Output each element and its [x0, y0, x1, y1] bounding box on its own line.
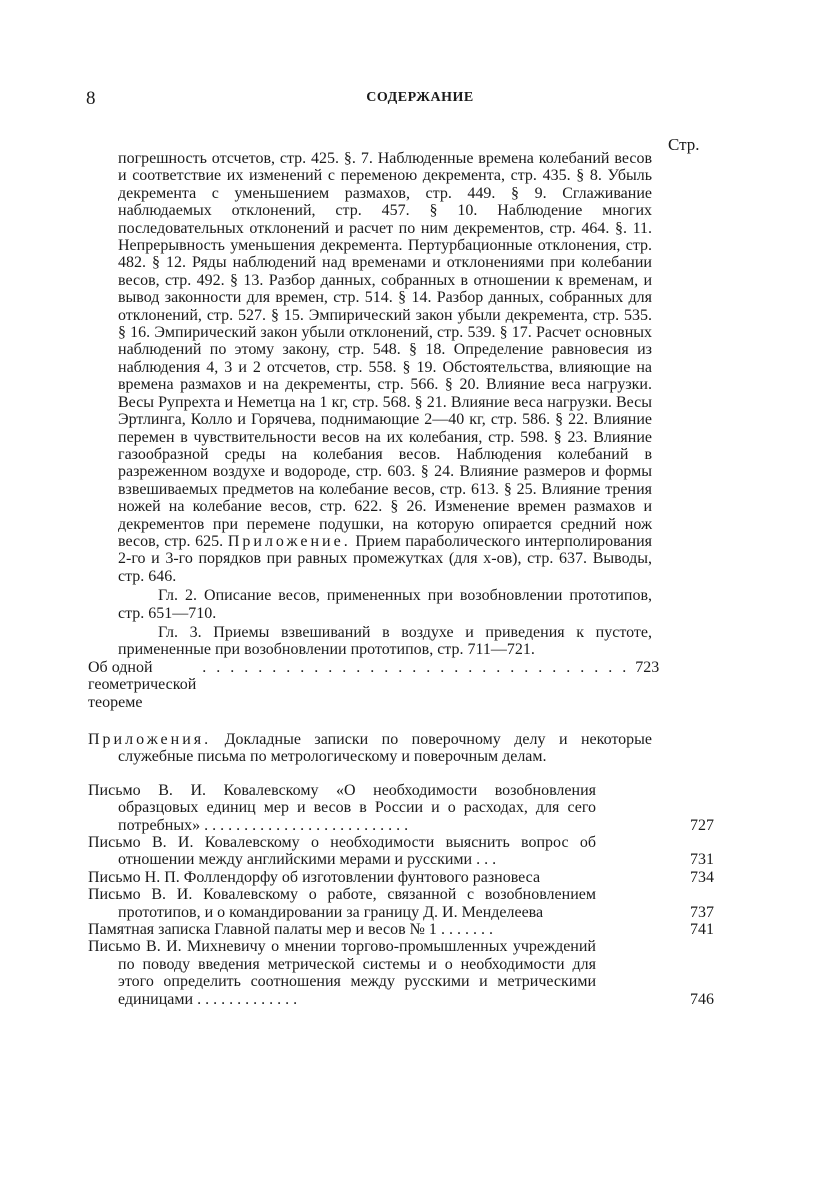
toc-entry-title: Письмо В. И. Михневичу о мнении торгово-промышленных учреждений по поводу введения метрической системы и о необходимости для этого определить соотношения между русскими и метрическими единицами [88, 938, 596, 1008]
toc-entry-title: Памятная записка Главной палаты мер и весов № 1 [88, 921, 437, 939]
applications-section [88, 731, 652, 766]
toc-entry-page: 731 [690, 851, 714, 869]
toc-entry-page: 746 [690, 990, 714, 1008]
toc-entry-letter[interactable] [88, 834, 714, 869]
toc-entry-title: Письмо В. И. Ковалевскому о необходимости выяснить вопрос об отношении между английскими мерами и русскими [88, 834, 596, 869]
toc-entry-letter[interactable] [88, 868, 714, 886]
chapter-2-entry: Гл. 2. Описание весов, примененных при возобновлении прототипов, стр. 651—710. [118, 587, 652, 622]
toc-entry-letter[interactable] [88, 938, 714, 1008]
dot-leader: . . . . . . . . . . . . . . . . . . . . . . . . . . [204, 816, 409, 834]
toc-entry-page: 727 [690, 816, 714, 834]
toc-entry-page: 741 [690, 921, 714, 939]
chapter-3-entry: Гл. 3. Приемы взвешиваний в воздухе и приведения к пустоте, примененные при возобновлении прототипов, стр. 711—721. [118, 623, 652, 659]
dot-leader: . . . . . . . . . . . . . . . . . . . . . . . . . . . . . . . [202, 658, 630, 676]
dot-leader: . . . [476, 851, 497, 869]
applications-text: Докладные записки по поверочному делу и некоторые служебные письма по метрологическому и поверочным делам. [118, 731, 653, 766]
appendix-label: Приложение. [227, 532, 351, 550]
toc-entry-page: 734 [690, 868, 714, 886]
letters-list [88, 781, 714, 1008]
page-number: 8 [86, 88, 96, 109]
page-column-label: Стр. [668, 135, 700, 154]
toc-entry-title: Письмо В. И. Ковалевскому «О необходимости возобновления образцовых единиц мер и весов в России и о расходах, для сего потребных» [88, 781, 596, 834]
toc-entry-title: Письмо В. И. Ковалевскому о работе, связанной с возобновлением прототипов, и о командировании за границу Д. И. Менделеева [88, 886, 596, 921]
continuation-text: погрешность отсчетов, стр. 425. §. 7. Наблюденные времена колебаний весов и соответствие их изменений с переменою декремента, стр. 435. § 8. Убыль декремента с уменьшением размахов, стр. 449. § 9. Сглаживание наблюдаемых отклонений, стр. 457. § 10. Наблюдение многих последовательных отклонений и расчет по ним декрементов, стр. 464. §. 11. Непрерывность уменьшения декремента. Пертурбационные отклонения, стр. 482. § 12. Ряды наблюдений над временами и отклонениями при колебании весов, стр. 492. § 13. Разбор данных, собранных в отношении к временам, и вывод законности для времен, стр. 514. § 14. Разбор данных, собранных для отклонений, стр. 527. § 15. Эмпирический закон убыли декремента, стр. 535. § 16. Эмпирический закон убыли отклонений, стр. 539. § 17. Расчет основных наблюдений по этому закону, стр. 548. § 18. Определение равновесия из наблюдения 4, 3 и 2 отсчетов, стр. 558. § 19. Обстоятельства, влияющие на времена размахов и на декременты, стр. 566. § 20. Влияние веса нагрузки. Весы Рупрехта и Неметца на 1 кг, стр. 568. § 21. Влияние веса нагрузки. Весы Эртлинга, Колло и Горячева, поднимающие 2—40 кг, стр. 586. § 22. Влияние перемен в чувствительности весов на их колебания, стр. 598. § 23. Влияние газообразной среды на колебания весов. Наблюдения колебаний в разреженном воздухе и водороде, стр. 603. § 24. Влияние размеров и формы взвешиваемых предметов на колебание весов, стр. 613. § 25. Влияние трения ножей на колебание весов, стр. 622. § 26. Изменение времен размахов и декрементов при перемене подушки, на которую опирается средний нож весов, стр. 625. [118, 150, 652, 550]
toc-entry-geometric-theorem[interactable] [88, 658, 660, 711]
toc-entry-letter[interactable] [88, 886, 714, 921]
toc-entry-title: Письмо Н. П. Фоллендорфу об изготовлении фунтового разновеса [88, 868, 541, 886]
continuation-tail: Прием параболического интерполирования 2-го и 3-го порядков при равных промежутках (для x-ов), стр. 637. Выводы, стр. 646. [118, 532, 653, 585]
toc-entry-page: 737 [690, 903, 714, 921]
toc-content [88, 150, 714, 1008]
applications-label: Приложения. [88, 731, 212, 748]
dot-leader: . . . . . . . . . . . . . [197, 990, 298, 1008]
chapter-continuation [88, 150, 652, 659]
toc-entry-page: 723 [635, 658, 660, 676]
dot-leader: . . . . . . . [440, 921, 493, 939]
running-title: СОДЕРЖАНИЕ [366, 90, 474, 105]
toc-entry-letter[interactable] [88, 781, 714, 834]
toc-entry-title: Об одной геометрической теореме [88, 658, 197, 711]
toc-entry-letter[interactable] [88, 921, 714, 939]
